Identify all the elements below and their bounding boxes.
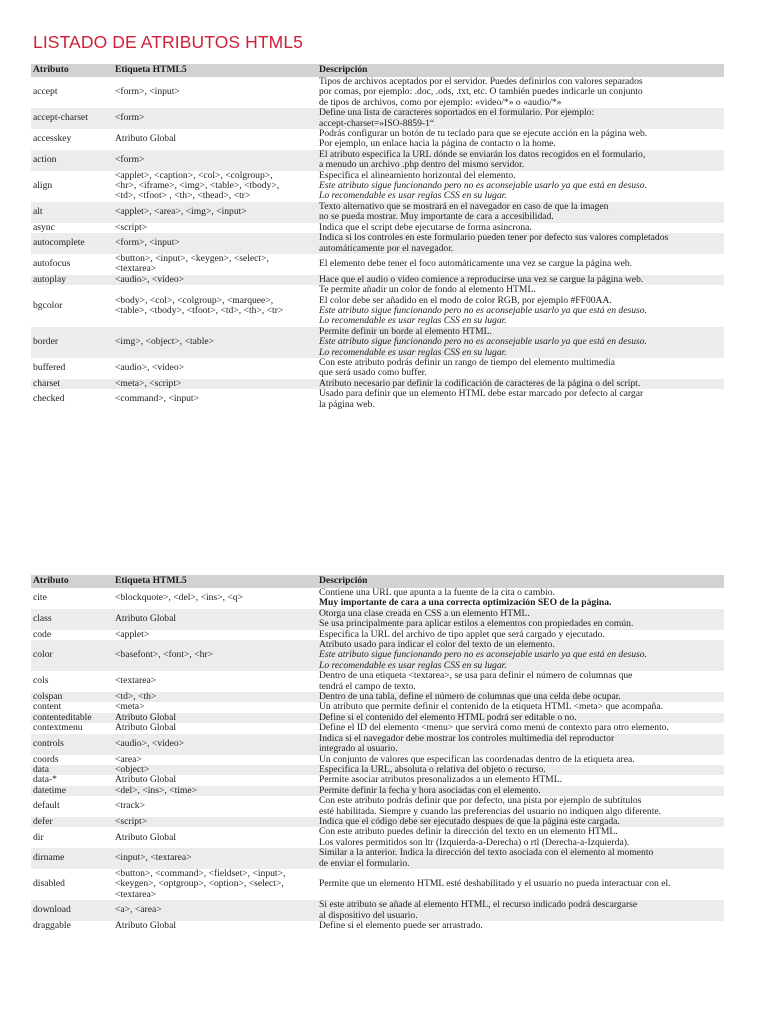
tag-cell: <form> <box>113 108 317 129</box>
description-cell <box>317 796 724 817</box>
table-row <box>31 171 724 202</box>
attribute-cell: charset <box>31 379 113 389</box>
attribute-cell: bgcolor <box>31 285 113 327</box>
description-cell <box>317 848 724 869</box>
attribute-cell: accesskey <box>31 129 113 150</box>
description-cell <box>317 108 724 129</box>
table-row <box>31 202 724 223</box>
description-cell <box>317 233 724 254</box>
tag-cell: <audio>, <video> <box>113 275 317 285</box>
description-text: Permite definir un borde al elemento HTML. <box>319 325 492 337</box>
header-description: Descripción <box>317 64 724 77</box>
table-row <box>31 389 724 410</box>
description-text: Indica que el código debe ser ejecutado despues de que la página este cargada. <box>319 815 620 827</box>
table-row <box>31 796 724 817</box>
attribute-cell: alt <box>31 202 113 223</box>
attribute-cell: data <box>31 765 113 775</box>
tag-cell: <form>, <input> <box>113 233 317 254</box>
description-cell <box>317 609 724 630</box>
description-cell <box>317 588 724 609</box>
deprecation-note: Este atributo sigue funcionando pero no es aconsejable usarlo ya que está en desuso. Lo recomendable es usar reglas CSS en su lugar. <box>319 180 647 202</box>
attribute-cell: color <box>31 640 113 671</box>
description-text: Define si el elemento puede ser arrastrado. <box>319 920 483 931</box>
description-text: Permite que un elemento HTML esté deshabilitado y el usuario no pueda interactuar con el. <box>319 878 671 890</box>
table-row <box>31 671 724 692</box>
attribute-cell: async <box>31 223 113 233</box>
page-title: LISTADO DE ATRIBUTOS HTML5 <box>33 32 304 52</box>
tag-cell: Atributo Global <box>113 827 317 848</box>
attribute-cell: autoplay <box>31 275 113 285</box>
table-row <box>31 108 724 129</box>
description-text: Especifica la URL del archivo de tipo applet que será cargado y ejecutado. <box>319 628 605 640</box>
description-text: Con este atributo puedes definir la dirección del texto en un elemento HTML. Los valores permitidos son ltr (Izquierda-a-Derecha) o rtl (Derecha-a-Izquierda). <box>319 826 630 848</box>
tag-cell: Atributo Global <box>113 713 317 723</box>
tag-cell: <del>, <ins>, <time> <box>113 786 317 796</box>
table-row <box>31 254 724 275</box>
attribute-cell: contenteditable <box>31 713 113 723</box>
tag-cell: <track> <box>113 796 317 817</box>
description-text: Permite asociar atributos presonalizados a un elemento HTML. <box>319 774 562 786</box>
table-row <box>31 150 724 171</box>
attribute-cell: download <box>31 900 113 921</box>
table-row <box>31 358 724 379</box>
table-row <box>31 921 724 931</box>
tag-cell: <button>, <command>, <fieldset>, <input>, <keygen>, <optgroup>, <option>, <select>, <textarea> <box>113 869 317 900</box>
table-row <box>31 640 724 671</box>
description-text: El atributo especifica la URL dónde se enviarán los datos recogidos en el formulario, a menudo un archivo .php dentro del mismo servidor. <box>319 148 646 171</box>
tag-cell: <command>, <input> <box>113 389 317 410</box>
description-cell <box>317 327 724 358</box>
attribute-cell: colspan <box>31 692 113 702</box>
description-text: Especifica el alineamiento horizontal del elemento. <box>319 169 516 181</box>
attribute-cell: checked <box>31 389 113 410</box>
table-row <box>31 734 724 755</box>
attribute-cell: accept <box>31 77 113 108</box>
header-attribute: Atributo <box>31 575 113 588</box>
deprecation-note: Este atributo sigue funcionando pero no es aconsejable usarlo ya que está en desuso. Lo recomendable es usar reglas CSS en su lugar. <box>319 649 647 671</box>
description-cell <box>317 640 724 671</box>
table-row <box>31 827 724 848</box>
description-text: Atributo usado para indicar el color del texto de un elemento. <box>319 639 555 651</box>
tag-cell: <input>, <textarea> <box>113 848 317 869</box>
description-cell <box>317 389 724 410</box>
table-row <box>31 588 724 609</box>
description-text: Define si el contenido del elemento HTML podrá ser editable o no. <box>319 711 577 723</box>
tag-cell: <body>, <col>, <colgroup>, <marquee>, <table>, <tbody>, <tfoot>, <td>, <th>, <tr> <box>113 285 317 327</box>
attribute-cell: accept-charset <box>31 108 113 129</box>
table-row <box>31 848 724 869</box>
attribute-cell: border <box>31 327 113 358</box>
tag-cell: Atributo Global <box>113 129 317 150</box>
description-text: El elemento debe tener el foco automáticamente una vez se cargue la página web. <box>319 258 633 270</box>
description-cell <box>317 358 724 379</box>
deprecation-note: Este atributo sigue funcionando pero no es aconsejable usarlo ya que está en desuso. Lo recomendable es usar reglas CSS en su lugar. <box>319 336 647 358</box>
description-text: Con este atributo podrás definir que por defecto, una pista por ejemplo de subtítulos esté habilitada. Siempre y cuando las preferencias del usuario no indiquen algo diferente. <box>319 795 662 817</box>
attribute-cell: contextmenu <box>31 723 113 733</box>
description-text: Otorga una clase creada en CSS a un elemento HTML. Se usa principalmente para aplicar estilos a elementos con propiedades en común. <box>319 607 634 630</box>
tag-cell: Atributo Global <box>113 723 317 733</box>
attribute-cell: autofocus <box>31 254 113 275</box>
description-text: Especifica la URL, absoluta o relativa del objeto o recurso. <box>319 763 546 775</box>
attribute-cell: autocomplete <box>31 233 113 254</box>
description-text: Atributo necesario par definir la codificación de caracteres de la página o del script. <box>319 377 641 389</box>
attribute-cell: code <box>31 630 113 640</box>
tag-cell: <audio>, <video> <box>113 734 317 755</box>
description-text: Permite definir la fecha y hora asociadas con el elemento. <box>319 784 541 796</box>
description-text: Usado para definir que un elemento HTML debe estar marcado por defecto al cargar la página web. <box>319 388 644 410</box>
description-cell <box>317 254 724 275</box>
attribute-cell: coords <box>31 755 113 765</box>
description-text: Un atributo que permite definir el contenido de la etiqueta HTML <meta> que acompaña. <box>319 701 663 713</box>
tag-cell: <a>, <area> <box>113 900 317 921</box>
tag-cell: <form>, <input> <box>113 77 317 108</box>
description-cell <box>317 921 724 931</box>
tag-cell: <script> <box>113 817 317 827</box>
attribute-cell: draggable <box>31 921 113 931</box>
description-text: Si este atributo se añade al elemento HTML, el recurso indicado podrá descargarse al dispositivo del usuario. <box>319 899 638 921</box>
description-cell <box>317 285 724 327</box>
tag-cell: Atributo Global <box>113 609 317 630</box>
description-cell <box>317 150 724 171</box>
description-text: Define el ID del elemento <menu> que servirá como menú de contexto para otro elemento. <box>319 722 669 734</box>
description-text: Define una lista de caracteres soportados en el formulario. Por ejemplo: accept-charset=»ISO-8859-1“ <box>319 107 595 129</box>
attribute-cell: default <box>31 796 113 817</box>
description-text: Te permite añadir un color de fondo al elemento HTML. El color debe ser añadido en el modo de color RGB, por ejemplo #FF00AA. <box>319 284 612 306</box>
attribute-cell: cite <box>31 588 113 609</box>
tag-cell: <textarea> <box>113 671 317 692</box>
table-row <box>31 233 724 254</box>
deprecation-note: Este atributo sigue funcionando pero no es aconsejable usarlo ya que está en desuso. Lo recomendable es usar reglas CSS en su lugar. <box>319 304 647 327</box>
description-text: Dentro de una tabla, define el número de columnas que una celda debe ocupar. <box>319 691 621 703</box>
description-text: Similar a la anterior. Indica la dirección del texto asociada con el elemento al momento de enviar el formulario. <box>319 847 654 869</box>
table-row <box>31 77 724 108</box>
description-cell <box>317 129 724 150</box>
attribute-cell: cols <box>31 671 113 692</box>
attribute-cell: data-* <box>31 775 113 785</box>
table-row <box>31 285 724 327</box>
attribute-cell: defer <box>31 817 113 827</box>
attribute-cell: action <box>31 150 113 171</box>
description-text: Contiene una URL que apunta a la fuente de la cita o cambio. <box>319 587 555 598</box>
description-text: Indica si el navegador debe mostrar los controles multimedia del reproductor integrado al usuario. <box>319 732 615 755</box>
description-cell <box>317 171 724 202</box>
description-cell <box>317 77 724 108</box>
table-row <box>31 327 724 358</box>
description-text: Indica que el script debe ejecutarse de forma asíncrona. <box>319 221 532 233</box>
attribute-cell: dirname <box>31 848 113 869</box>
description-text: Indica si los controles en este formulario pueden tener por defecto sus valores completados automáticamente por el navegador. <box>319 232 669 254</box>
tag-cell: <meta>, <script> <box>113 379 317 389</box>
tag-cell: <form> <box>113 150 317 171</box>
description-cell <box>317 671 724 692</box>
tag-cell: <img>, <object>, <table> <box>113 327 317 358</box>
tag-cell: <applet> <box>113 630 317 640</box>
tag-cell: <td>, <th> <box>113 692 317 702</box>
description-text: Hace que el audio o video comience a reproducirse una vez se cargue la página web. <box>319 273 644 285</box>
tag-cell: <script> <box>113 223 317 233</box>
attribute-cell: datetime <box>31 786 113 796</box>
tag-cell: <blockquote>, <del>, <ins>, <q> <box>113 588 317 609</box>
description-text: Tipos de archivos aceptados por el servidor. Puedes definirlos con valores separados por comas, por ejemplo: .doc, .ods, .txt, etc. O también puedes indicarle un conjunto de tipos de archivos, como por ejemplo: «video/*» o «audio/*» <box>319 76 643 108</box>
tag-cell: Atributo Global <box>113 775 317 785</box>
highlight-note: Muy importante de cara a una correcta optimización SEO de la página. <box>319 597 612 609</box>
attribute-cell: disabled <box>31 869 113 900</box>
description-cell <box>317 734 724 755</box>
attributes-table-1 <box>31 64 724 410</box>
description-text: Un conjunto de valores que especifican las coordenadas dentro de la etiqueta area. <box>319 753 635 765</box>
description-text: Podrás configurar un botón de tu teclado para que se ejecute acción en la página web. Por ejemplo, un enlace hacia la página de contacto o la home. <box>319 128 648 150</box>
table-row <box>31 900 724 921</box>
header-description: Descripción <box>317 575 724 588</box>
description-cell <box>317 900 724 921</box>
table-row <box>31 869 724 900</box>
tag-cell: <meta> <box>113 702 317 712</box>
tag-cell: <audio>, <video> <box>113 358 317 379</box>
tag-cell: Atributo Global <box>113 921 317 931</box>
attribute-cell: align <box>31 171 113 202</box>
attribute-cell: controls <box>31 734 113 755</box>
description-text: Dentro de una etiqueta <textarea>, se usa para definir el número de columnas que tendrá el campo de texto. <box>319 670 633 692</box>
tag-cell: <applet>, <caption>, <col>, <colgroup>, <hr>, <iframe>, <img>, <table>, <tbody>, <td>, <tfoot> , <th>, <thead>, <tr> <box>113 171 317 202</box>
attribute-cell: dir <box>31 827 113 848</box>
description-text: Con este atributo podrás definir un rango de tiempo del elemento multimedia que será usado como buffer. <box>319 356 615 379</box>
table-row <box>31 129 724 150</box>
header-attribute: Atributo <box>31 64 113 77</box>
description-cell <box>317 202 724 223</box>
description-text: Texto alternativo que se mostrará en el navegador en caso de que la imagen no se pueda mostrar. Muy importante de cara a accesibilidad. <box>319 200 609 223</box>
tag-cell: <basefont>, <font>, <hr> <box>113 640 317 671</box>
tag-cell: <area> <box>113 755 317 765</box>
tag-cell: <applet>, <area>, <img>, <input> <box>113 202 317 223</box>
attribute-cell: buffered <box>31 358 113 379</box>
header-tag: Etiqueta HTML5 <box>113 575 317 588</box>
attribute-cell: class <box>31 609 113 630</box>
description-cell <box>317 827 724 848</box>
header-tag: Etiqueta HTML5 <box>113 64 317 77</box>
description-cell <box>317 869 724 900</box>
tag-cell: <object> <box>113 765 317 775</box>
table-row <box>31 609 724 630</box>
tag-cell: <button>, <input>, <keygen>, <select>, <textarea> <box>113 254 317 275</box>
attributes-table-2 <box>31 575 724 931</box>
attribute-cell: content <box>31 702 113 712</box>
